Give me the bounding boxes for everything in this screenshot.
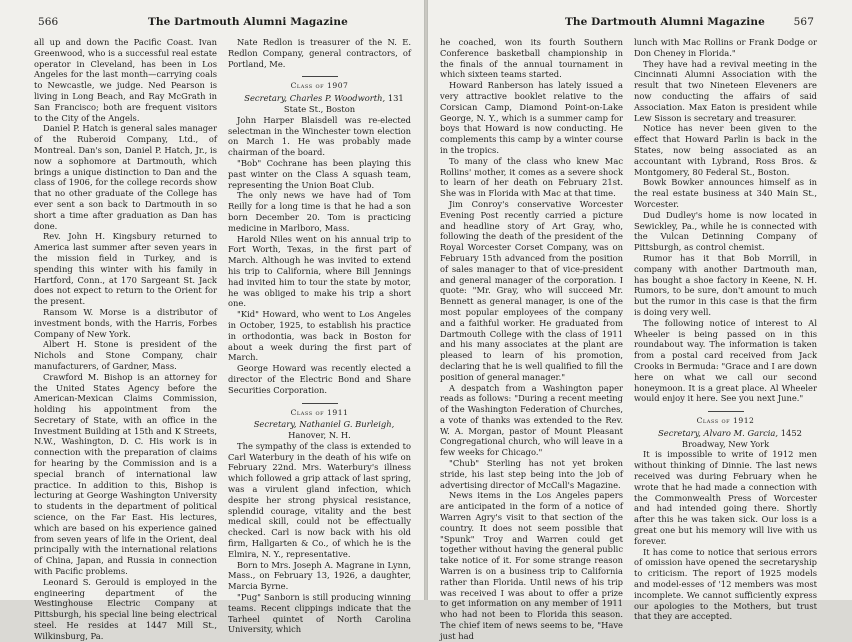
paragraph: To many of the class who knew Mac Rollins' mother, it comes as a severe shock to learn of her death on February 21st. She was in Florida with Mac at that time. [440, 155, 623, 199]
paragraph: lunch with Mac Rollins or Frank Dodge or Don Cheney in Florida." [634, 37, 817, 58]
text-column [634, 37, 817, 622]
class-heading [228, 76, 411, 92]
heading-rule [302, 76, 338, 77]
paragraph: Rumor has it that Bob Morrill, in company with another Dartmouth man, has bought a shoe factory in Keene, N. H. Rumors, to be sure, don't amount to much but the rumor in this case is that the firm is doing very well. [634, 252, 817, 317]
secretary-line [228, 93, 411, 115]
paragraph: Ransom W. Morse is a distributor of investment bonds, with the Harris, Forbes Company of New York. [34, 306, 217, 339]
paragraph: It has come to notice that serious errors of omission have opened the secretaryship to criticism. The report of 1925 models and model-esses of '12 members was most incomplete. We cannot sufficiently express our apologies to the Mothers, but trust that they are accepted. [634, 546, 817, 622]
paragraph: Notice has never been given to the effect that Howard Parlin is back in the States, now being associated as an accountant with Lybrand, Ross Bros. & Montgomery, 80 Federal St., Boston. [634, 123, 817, 177]
secretary-label: Secretary, [244, 93, 288, 104]
running-head [38, 16, 408, 30]
heading-rule [708, 411, 744, 412]
paragraph: Bowk Bowker announces himself as in the real estate business at 340 Main St., Worcester. [634, 177, 817, 209]
paragraph: Crawford M. Bishop is an attorney for the United States Agency before the American-Mexican Claims Commission, holding his appointment from the Secretary of State, with an office in the Investment Building at 15th and K Streets, N.W., Washington, D. C. His work is in connection with the preparation of claims for hearing by the Commission and is a special branch of international law practice. In addition to this, Bishop is lecturing at George Washington University to students in the department of political science, on the Far East. His lectures, which are based on his experience gained from seven years of life in the Orient, deal principally with the international relations of China, Japan, and Russia in connection with Pacific problems. [34, 371, 217, 577]
paragraph: "Kid" Howard, who went to Los Angeles in October, 1925, to establish his practice in orthodontia, was back in Boston for about a week during the first part of March. [228, 309, 411, 363]
text-column [228, 37, 411, 635]
running-head [440, 16, 814, 30]
secretary-line [228, 419, 411, 441]
heading-rule [302, 403, 338, 404]
text-column [34, 37, 217, 641]
paragraph: "Pug" Sanborn is still producing winning teams. Recent clippings indicate that the Tarheel quintet of North Carolina University, which [228, 592, 411, 635]
class-heading [228, 403, 411, 419]
page-number: 567 [793, 16, 814, 28]
text-column [440, 37, 623, 641]
paragraph: Harold Niles went on his annual trip to Fort Worth, Texas, in the first part of March. Although he was invited to extend his trip to California, where Bill Jennings had invited him to tour the state by motor, he was obliged to make his trip a short one. [228, 233, 411, 309]
paragraph: It is impossible to write of 1912 men without thinking of Dinnie. The last news received was during February when he wrote that he had made a connection with the Commonwealth Press of Worcester and had intended going there. Shortly after this he was taken sick. Our loss is a great one but his memory will live with us forever. [634, 449, 817, 546]
paragraph: Rev. John H. Kingsbury returned to America last summer after seven years in the mission field in Turkey, and is spending this winter with his family in Hartford, Conn., at 170 Sargeant St. Jack does not expect to return to the Orient for the present. [34, 231, 217, 307]
left-page [0, 0, 424, 641]
paragraph: all up and down the Pacific Coast. Ivan Greenwood, who is a successful real estate operator in Cleveland, has been in Los Angeles for the last month—carrying coals to Newcastle, we judge. Ned Pearson is living in Long Beach, and Ray McGrath in San Francisco; both are frequent visitors to the City of the Angels. [34, 37, 217, 123]
paragraph: George Howard was recently elected a director of the Electric Bond and Share Securities Corporation. [228, 363, 411, 395]
secretary-line [634, 428, 817, 450]
secretary-address: 1452 Broadway, New York [681, 427, 802, 449]
class-heading [634, 411, 817, 427]
secretary-name: Alvaro M. Garcia, [703, 427, 779, 438]
secretary-address: 131 State St., Boston [283, 93, 404, 114]
secretary-name: Charles P. Woodworth, [289, 93, 386, 104]
secretary-label: Secretary, [658, 427, 701, 438]
paragraph: Daniel P. Hatch is general sales manager of the Ruberoid Company, Ltd., of Montreal. Dan's son, Daniel P. Hatch, Jr., is now a sophomore at Dartmouth, which brings a unique distinction to Dan and the class of 1906, for the college records show that no other graduate of the College has ever sent a son back to Dartmouth in so short a time after graduation as Dan has done. [34, 123, 217, 231]
running-title: The Dartmouth Alumni Magazine [565, 16, 765, 28]
paragraph: "Bob" Cochrane has been playing this past winter on the Class A squash team, representing the Union Boat Club. [228, 157, 411, 190]
paragraph: John Harper Blaisdell was re-elected selectman in the Winchester town election on March 1. He was probably made chairman of the board. [228, 114, 411, 158]
page-number: 566 [38, 16, 59, 28]
paragraph: Jim Conroy's conservative Worcester Evening Post recently carried a picture and headline story of Art Gray, who, following the death of the president of the Royal Worcester Corset Company, was on February 15th advanced from the position of sales manager to that of vice-president and general manager of the corporation. I quote: "Mr. Gray, who will succeed Mr. Bennett as general manager, is one of the most popular employees of the company and a faithful worker. He graduated from Dartmouth College with the class of 1911 and his many associates at the plant are pleased to learn of his promotion, declaring that he is well qualified to fill the position of general manager." [440, 198, 623, 382]
paragraph: Born to Mrs. Joseph A. Magrane in Lynn, Mass., on February 13, 1926, a daughter, Marcia Byrne. [228, 559, 411, 592]
paragraph: The only news we have had of Tom Reilly for a long time is that he had a son born December 20. Tom is practicing medicine in Marlboro, Mass. [228, 190, 411, 233]
paragraph: News items in the Los Angeles papers are anticipated in the form of a notice of Warren Agry's visit to that section of the country. It does not seem possible that "Spunk" Troy and Warren could get together without having the general public take notice of it. For some strange reason Warren is on a business trip to California rather than Florida. Until news of his trip was received I was about to offer a prize to get information on any member of 1911 who had not been to Florida this season. The chief item of news seems to be, "Have just had [440, 490, 623, 641]
paragraph: Dud Dudley's home is now located in Sewickley, Pa., while he is connected with the Vulcan Detinning Company of Pittsburgh, as control chemist. [634, 209, 817, 253]
paragraph: Howard Ranberson has lately issued a very attractive booklet relative to the Corsican Camp, Diamond Point-on-Lake George, N. Y., which is a summer camp for boys that Howard is now conducting. He complements this camp by a winter course in the tropics. [440, 80, 623, 155]
paragraph: "Chub" Sterling has not yet broken stride, his last step being into the job of advertising director of McCall's Magazine. [440, 458, 623, 490]
class-heading-text: Class of 1907 [290, 81, 349, 91]
paragraph: Albert H. Stone is president of the Nichols and Stone Company, chair manufacturers, of Gardner, Mass. [34, 339, 217, 371]
secretary-name: Nathaniel G. Burleigh, [299, 419, 395, 430]
right-page [428, 0, 852, 641]
secretary-address: Hanover, N. H. [288, 430, 351, 441]
secretary-label: Secretary, [253, 419, 297, 430]
paragraph: A despatch from a Washington paper reads as follows: "During a recent meeting of the Washington Federation of Churches, a vote of thanks was extended to the Rev. W. A. Morgan, pastor of Mount Pleasant Congregational church, who will leave in a few weeks for Chicago." [440, 382, 623, 458]
paragraph: The following notice of interest to Al Wheeler is being passed on in this roundabout way. The information is taken from a postal card received from Jack Crooks in Bermuda: "Grace and I are down here on what we call our second honeymoon. It is a great place. Al Wheeler would enjoy it here. See you next June." [634, 317, 817, 404]
class-heading-text: Class of 1912 [696, 416, 755, 426]
class-heading-text: Class of 1911 [290, 407, 349, 417]
paragraph: Leonard S. Gerould is employed in the engineering department of the Westinghouse Electric Company at Pittsburgh, his special line being electrical steel. He resides at 1447 Mill St., Wilkinsburg, Pa. [34, 576, 217, 641]
paragraph: They have had a revival meeting in the Cincinnati Alumni Association with the result that two Nineteen Eleveners are now conducting the affairs of said Association. Max Eaton is president while Lew Sisson is secretary and treasurer. [634, 58, 817, 123]
paragraph: he coached, won its fourth Southern Conference basketball championship in the finals of the annual tournament in which sixteen teams started. [440, 37, 623, 80]
paragraph: Nate Redlon is treasurer of the N. E. Redlon Company, general contractors, of Portland, Me. [228, 37, 411, 69]
paragraph: The sympathy of the class is extended to Carl Waterbury in the death of his wife on February 22nd. Mrs. Waterbury's illness which followed a grip attack of last spring, was a virulent gland infection, which despite her strong physical resistance, splendid courage, vitality and the best medical skill, could not be effectually checked. Carl is now back with his old firm, Hallgarten & Co., of which he is the Elmira, N. Y., representative. [228, 440, 411, 559]
running-title: The Dartmouth Alumni Magazine [148, 16, 348, 28]
